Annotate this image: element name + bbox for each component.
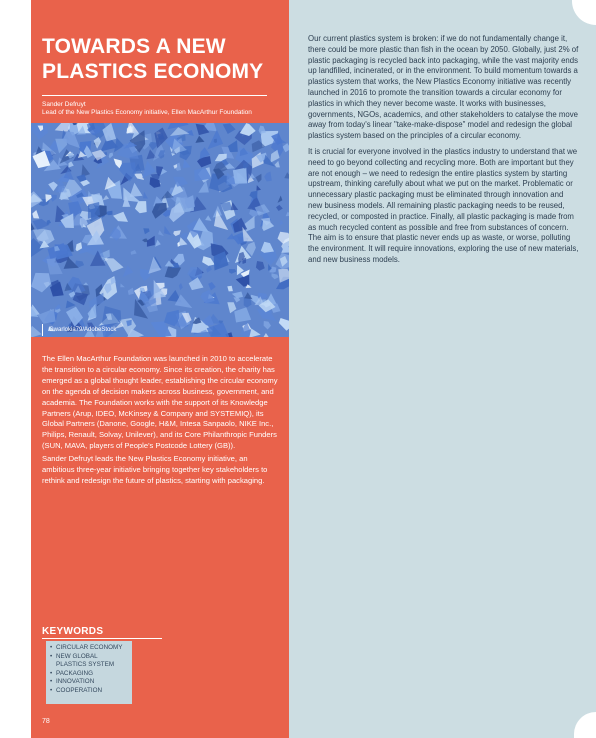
page-title: [42, 34, 274, 84]
keyword-item: • PACKAGING: [50, 670, 128, 679]
main-article-text: [308, 34, 579, 271]
keywords-list: [50, 644, 128, 696]
intro-paragraph-2: Sander Defruyt leads the New Plastics Economy initiative, an ambitious three-year initiative bringing together key stakeholders to rethink and redesign the future of plastics, starting with packaging.: [42, 454, 268, 485]
keywords-box: [46, 641, 132, 704]
title-divider: [42, 95, 267, 96]
author-role: Lead of the New Plastics Economy initiative, Ellen MacArthur Foundation: [42, 109, 252, 116]
page-number: 78: [42, 718, 50, 725]
author-block: [42, 101, 278, 117]
author-name: Sander Defruyt: [42, 101, 86, 108]
keyword-item: • CIRCULAR ECONOMY: [50, 644, 128, 653]
photo-caption: Gwarlokia79/AdobeStock: [42, 324, 116, 336]
article-paragraph-2: It is crucial for everyone involved in the plastics industry to understand that we need to go beyond collecting and recycling more. Both are important but they are not enough – we need to redesign the entire plastics system by starting upstream, thinking carefully about what we put on the market. Problematic or unnecessary plastic packaging must be eliminated through innovation and new business models. All remaining plastic packaging needs to be reused, recycled, or composted in practice. Finally, all plastic packaging is made from as much recycled content as possible and free from substances of concern. The aim is to ensure that plastic never ends up as waste, or worse, polluting the environment. It will require innovations, exploring the use of new materials, and new business models.: [308, 146, 579, 264]
title-line-2: PLASTICS ECONOMY: [42, 60, 264, 83]
keyword-item: • INNOVATION: [50, 678, 128, 687]
corner-curve: [574, 712, 596, 738]
article-paragraph-1: Our current plastics system is broken: if we do not fundamentally change it, there could be more plastic than fish in the ocean by 2050. Globally, just 2% of plastic packaging is recycled back into packaging, while the vast majority ends up landfilled, incinerated, or in the environment. To build momentum towards a plastics system that works, the New Plastics Economy initiative was recently launched in 2016 to promote the transition towards a circular economy for plastics in which they never become waste. It works with businesses, governments, NGOs, academics, and other stakeholders to catalyse the move away from today's linear "take-make-dispose" model and redesign the global plastics system based on the principles of a circular economy.: [308, 34, 579, 141]
plastic-fragments-photo: [31, 123, 289, 337]
intro-text: [42, 354, 278, 489]
keyword-item: • COOPERATION: [50, 687, 128, 696]
keywords-heading: KEYWORDS: [42, 626, 104, 637]
keywords-divider: [42, 638, 162, 639]
corner-tab: [572, 0, 596, 25]
intro-paragraph-1: The Ellen MacArthur Foundation was launched in 2010 to accelerate the transition to a circular economy. Since its creation, the charity has emerged as a global thought leader, establishing the circular economy on the agenda of decision makers across business, government, and academia. The Foundation works with the support of its Knowledge Partners (Arup, IDEO, McKinsey & Company and SYSTEMIQ), its Global Partners (Danone, Google, H&M, Intesa Sanpaolo, NIKE Inc., Philips, Renault, Solvay, Unilever), and its Core Philanthropic Funders (SUN, MAVA, players of People's Postcode Lottery (GB)).: [42, 354, 278, 451]
title-line-1: TOWARDS A NEW: [42, 35, 226, 58]
keyword-item: • NEW GLOBAL PLASTICS SYSTEM: [50, 653, 128, 670]
plastic-fragment: [233, 168, 247, 184]
